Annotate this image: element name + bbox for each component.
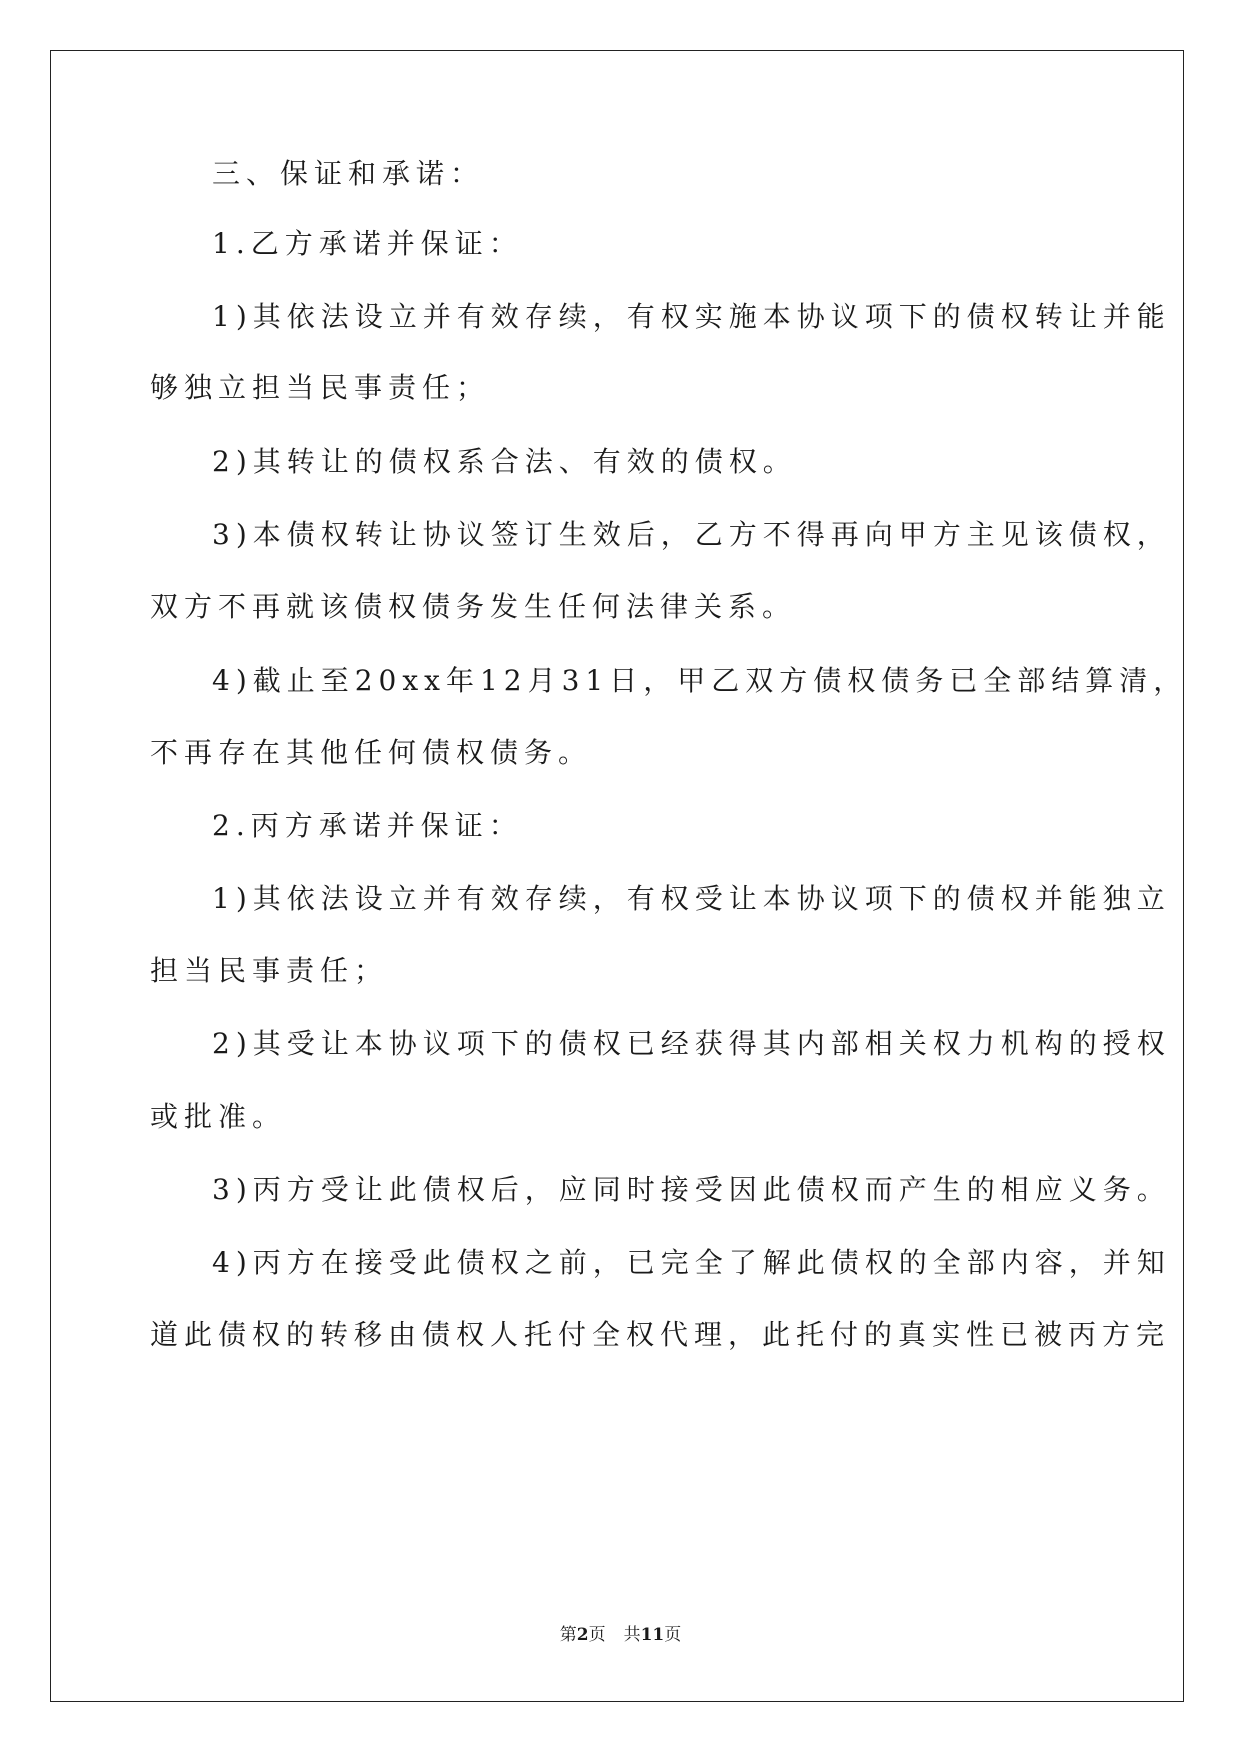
page-footer xyxy=(0,1624,1241,1646)
paragraph-line: 或批准。 xyxy=(150,1100,287,1133)
paragraph-line: 2)其受让本协议项下的债权已经获得其内部相关权力机构的授权 xyxy=(212,1027,1171,1060)
paragraph-line: 1)其依法设立并有效存续，有权受让本协议项下的债权并能独立 xyxy=(212,882,1171,915)
paragraph-line: 3)本债权转让协议签订生效后，乙方不得再向甲方主见该债权， xyxy=(212,518,1171,551)
paragraph-line: 3)丙方受让此债权后，应同时接受因此债权而产生的相应义务。 xyxy=(212,1173,1171,1206)
paragraph-line: 2)其转让的债权系合法、有效的债权。 xyxy=(212,445,797,478)
total-prefix: 共 xyxy=(623,1625,641,1645)
paragraph-line: 道此债权的转移由债权人托付全权代理，此托付的真实性已被丙方完 xyxy=(150,1318,1171,1351)
paragraph-line: 不再存在其他任何债权债务。 xyxy=(150,736,593,769)
paragraph-line: 4)丙方在接受此债权之前，已完全了解此债权的全部内容，并知 xyxy=(212,1246,1171,1279)
page-prefix: 第 xyxy=(559,1625,577,1645)
paragraph-line: 4)截止至20xx年12月31日，甲乙双方债权债务已全部结算清， xyxy=(212,664,1188,697)
page-current: 2 xyxy=(576,1625,589,1645)
subsection-heading: 2.丙方承诺并保证： xyxy=(212,809,523,842)
section-heading: 三、保证和承诺： xyxy=(212,157,485,190)
page-suffix: 页 xyxy=(588,1625,606,1645)
paragraph-line: 双方不再就该债权债务发生任何法律关系。 xyxy=(150,590,797,623)
total-suffix: 页 xyxy=(664,1625,682,1645)
page-border xyxy=(50,50,1184,1702)
paragraph-line: 够独立担当民事责任； xyxy=(150,371,491,404)
subsection-heading: 1.乙方承诺并保证： xyxy=(212,227,523,260)
paragraph-line: 担当民事责任； xyxy=(150,954,389,987)
paragraph-line: 1)其依法设立并有效存续，有权实施本协议项下的债权转让并能 xyxy=(212,300,1171,333)
page-total: 11 xyxy=(640,1625,665,1645)
